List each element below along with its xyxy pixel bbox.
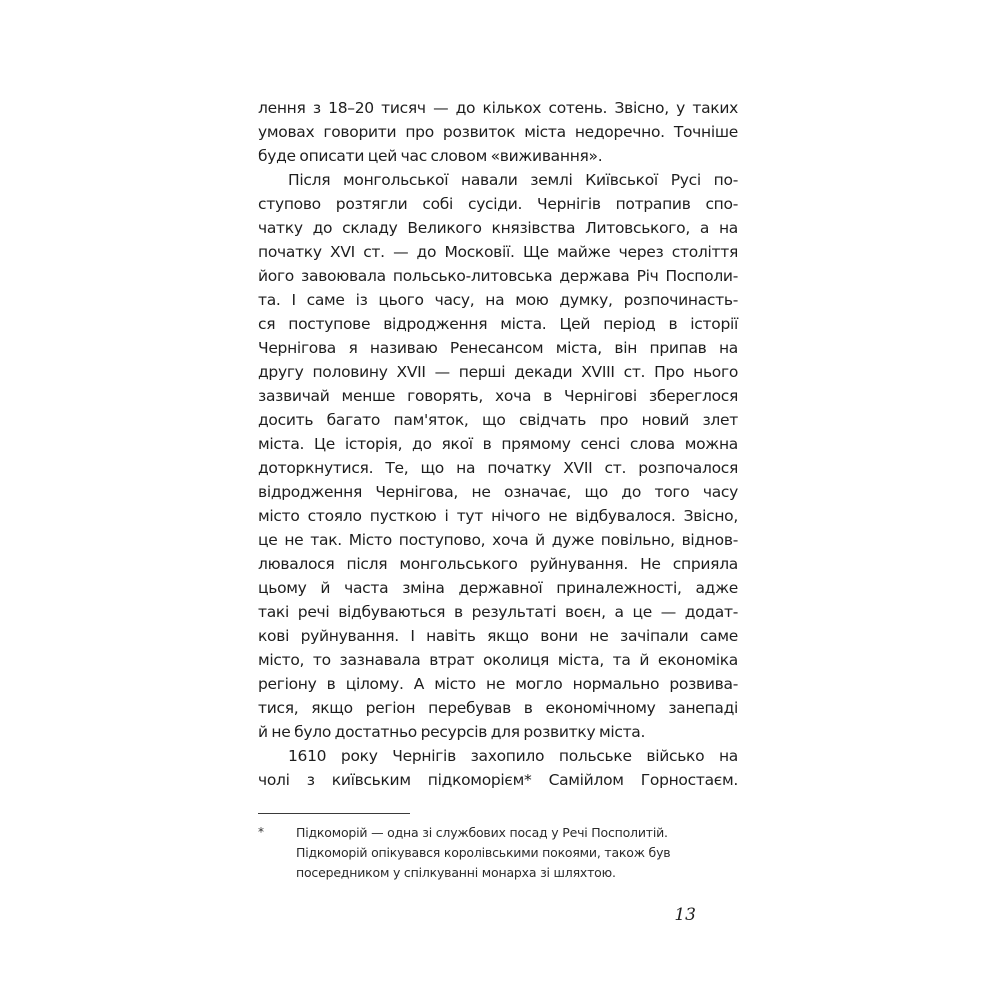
footnote-line: посередником у спілкуванні монарха зі шляхтою. xyxy=(296,865,616,880)
text-line: ступово розтягли собі сусіди. Чернігів потрапив спо- xyxy=(258,195,738,213)
text-line: чолі з київським підкоморієм* Самійлом Горностаєм. xyxy=(258,771,738,789)
text-line: чатку до складу Великого князівства Литовського, а на xyxy=(258,219,738,237)
footnote-marker: * xyxy=(258,825,264,839)
footnote-divider xyxy=(258,813,410,814)
text-line: ся поступове відродження міста. Цей період в історії xyxy=(258,315,738,333)
text-line: тися, якщо регіон перебував в економічному занепаді xyxy=(258,699,738,717)
text-line: умовах говорити про розвиток міста недоречно. Точніше xyxy=(258,123,738,141)
text-line: місто стояло пусткою і тут нічого не відбувалося. Звісно, xyxy=(258,507,738,525)
text-line: цьому й часта зміна державної приналежності, адже xyxy=(258,579,738,597)
text-line: регіону в цілому. А місто не могло нормально розвива- xyxy=(258,675,738,693)
paragraph-first-line: 1610 року Чернігів захопило польське військо на xyxy=(288,747,738,765)
text-line: кові руйнування. І навіть якщо вони не зачіпали саме xyxy=(258,627,738,645)
text-line: відродження Чернігова, не означає, що до того часу xyxy=(258,483,738,501)
text-line: буде описати цей час словом «виживання». xyxy=(258,147,603,165)
text-line: міста. Це історія, до якої в прямому сенсі слова можна xyxy=(258,435,738,453)
text-line: лювалося після монгольського руйнування. Не сприяла xyxy=(258,555,738,573)
text-line: другу половину XVII — перші декади XVIII ст. Про нього xyxy=(258,363,738,381)
text-line: лення з 18–20 тисяч — до кількох сотень. Звісно, у таких xyxy=(258,99,738,117)
paragraph-first-line: Після монгольської навали землі Київської Русі по- xyxy=(288,171,738,189)
text-line: це не так. Місто поступово, хоча й дуже повільно, віднов- xyxy=(258,531,738,549)
text-line: місто, то зазнавала втрат околиця міста, та й економіка xyxy=(258,651,738,669)
text-line: доторкнутися. Те, що на початку XVII ст. розпочалося xyxy=(258,459,738,477)
text-line: його завоювала польсько-литовська держава Річ Посполи- xyxy=(258,267,738,285)
text-line: такі речі відбуваються в результаті воєн, а це — додат- xyxy=(258,603,738,621)
footnote-line: Підкоморій — одна зі службових посад у Речі Посполитій. xyxy=(296,825,668,840)
text-line: досить багато пам'яток, що свідчать про новий злет xyxy=(258,411,738,429)
text-line: та. І саме із цього часу, на мою думку, розпочинасть- xyxy=(258,291,738,309)
footnote-line: Підкоморій опікувався королівськими покоями, також був xyxy=(296,845,671,860)
text-line: зазвичай менше говорять, хоча в Чернігові збереглося xyxy=(258,387,738,405)
page-number: 13 xyxy=(674,905,696,925)
text-line: Чернігова я називаю Ренесансом міста, він припав на xyxy=(258,339,738,357)
text-line: початку XVI ст. — до Московії. Ще майже через століття xyxy=(258,243,738,261)
text-line: й не було достатньо ресурсів для розвитку міста. xyxy=(258,723,646,741)
